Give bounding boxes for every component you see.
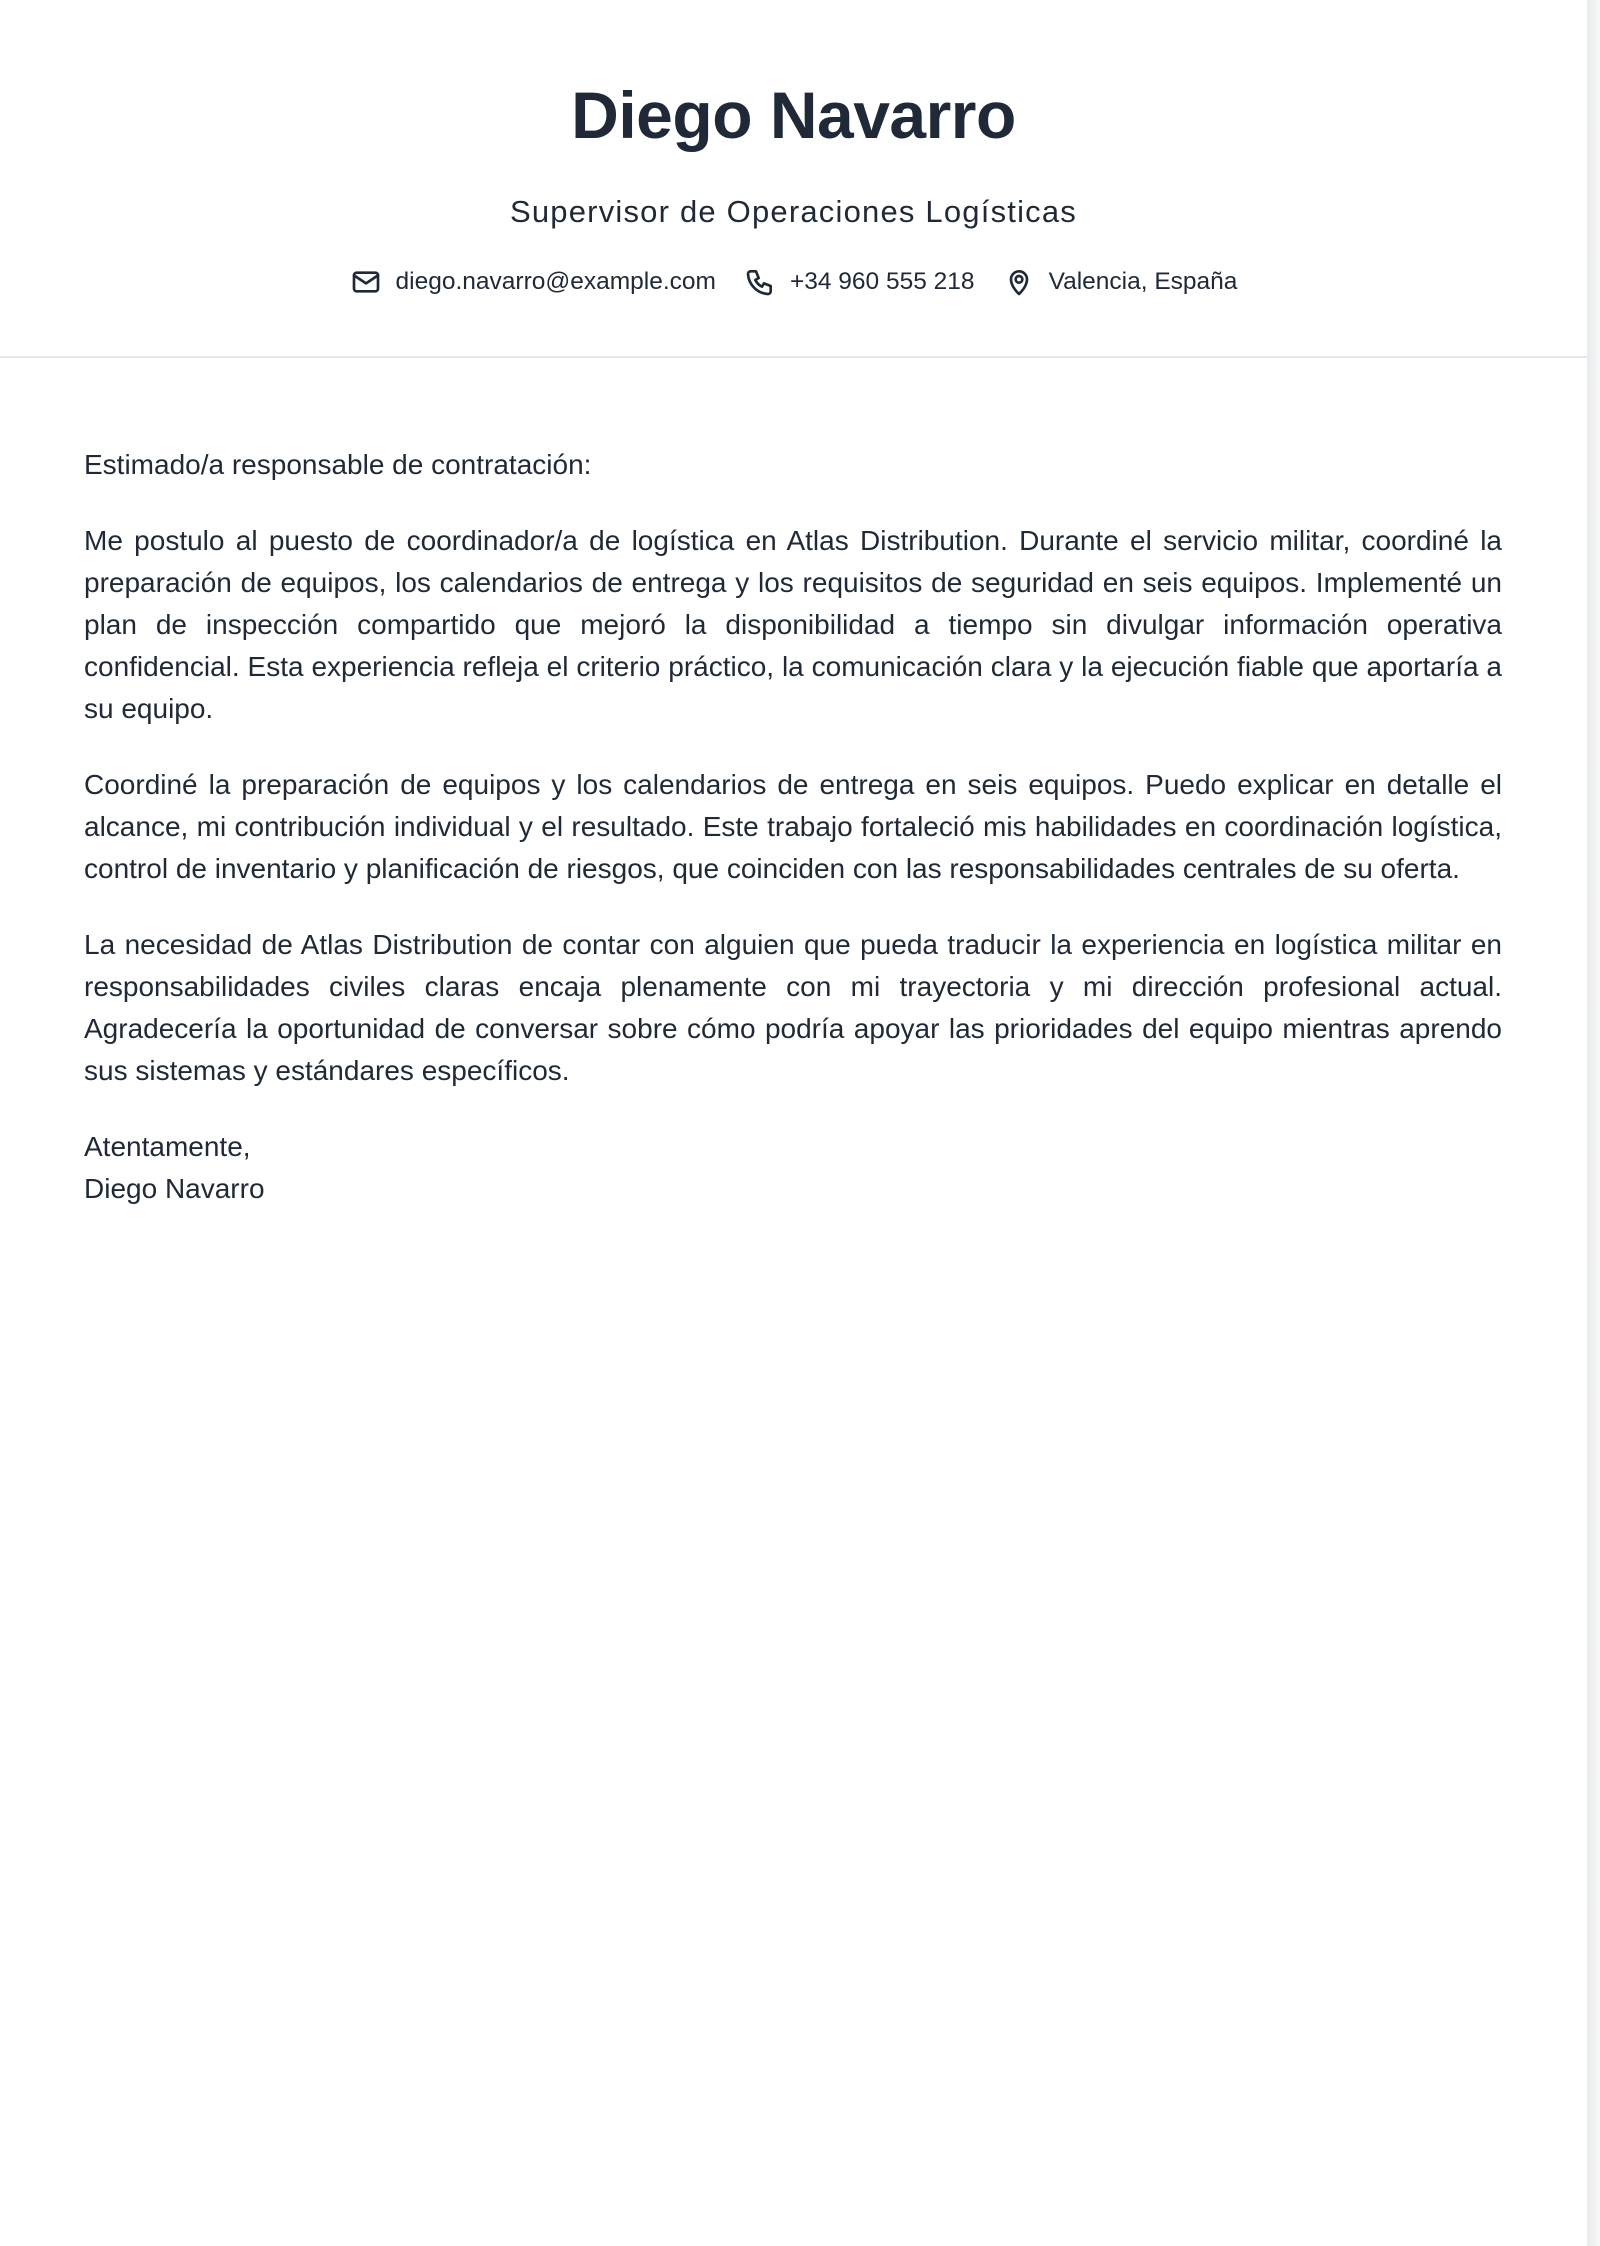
closing-block [84, 1126, 1502, 1210]
contact-phone [744, 266, 975, 298]
body-paragraph-1: Me postulo al puesto de coordinador/a de logística en Atlas Distribution. Durante el servicio militar, coordiné la preparación de equipos, los calendarios de entrega y los requisitos de seguridad en seis equipos. Implementé un plan de inspección compartido que mejoró la disponibilidad a tiempo sin divulgar información operativa confidencial. Esta experiencia refleja el criterio práctico, la comunicación clara y la ejecución fiable que aportaría a su equipo. [84, 525, 1502, 724]
contact-location [1003, 266, 1238, 298]
page-edge-shadow [1587, 0, 1600, 2246]
location-pin-icon [1003, 266, 1035, 298]
job-title: Supervisor de Operaciones Logísticas [509, 194, 1078, 229]
applicant-name: Diego Navarro [571, 78, 1016, 152]
phone-number[interactable]: +34 960 555 218 [789, 268, 975, 295]
phone-icon [744, 266, 776, 298]
closing-phrase: Atentamente, [84, 1131, 251, 1162]
letter-header [0, 0, 1587, 358]
contact-info [0, 260, 1587, 304]
salutation: Estimado/a responsable de contratación: [84, 449, 592, 480]
email-address[interactable]: diego.navarro@example.com [395, 268, 716, 295]
location-text: Valencia, España [1048, 268, 1238, 295]
contact-email [350, 266, 716, 298]
body-paragraph-3: La necesidad de Atlas Distribution de contar con alguien que pueda traducir la experiencia en logística militar en responsabilidades civiles claras encaja plenamente con mi trayectoria y mi dirección profesional actual. Agradecería la oportunidad de conversar sobre cómo podría apoyar las prioridades del equipo mientras aprendo sus sistemas y estándares específicos. [84, 929, 1502, 1086]
signature-name: Diego Navarro [84, 1173, 265, 1204]
body-paragraph-2: Coordiné la preparación de equipos y los calendarios de entrega en seis equipos. Puedo explicar en detalle el alcance, mi contribución individual y el resultado. Este trabajo fortaleció mis habilidades en coordinación logística, control de inventario y planificación de riesgos, que coinciden con las responsabilidades centrales de su oferta. [84, 769, 1502, 884]
letter-body [84, 444, 1502, 1244]
mail-icon [350, 266, 382, 298]
